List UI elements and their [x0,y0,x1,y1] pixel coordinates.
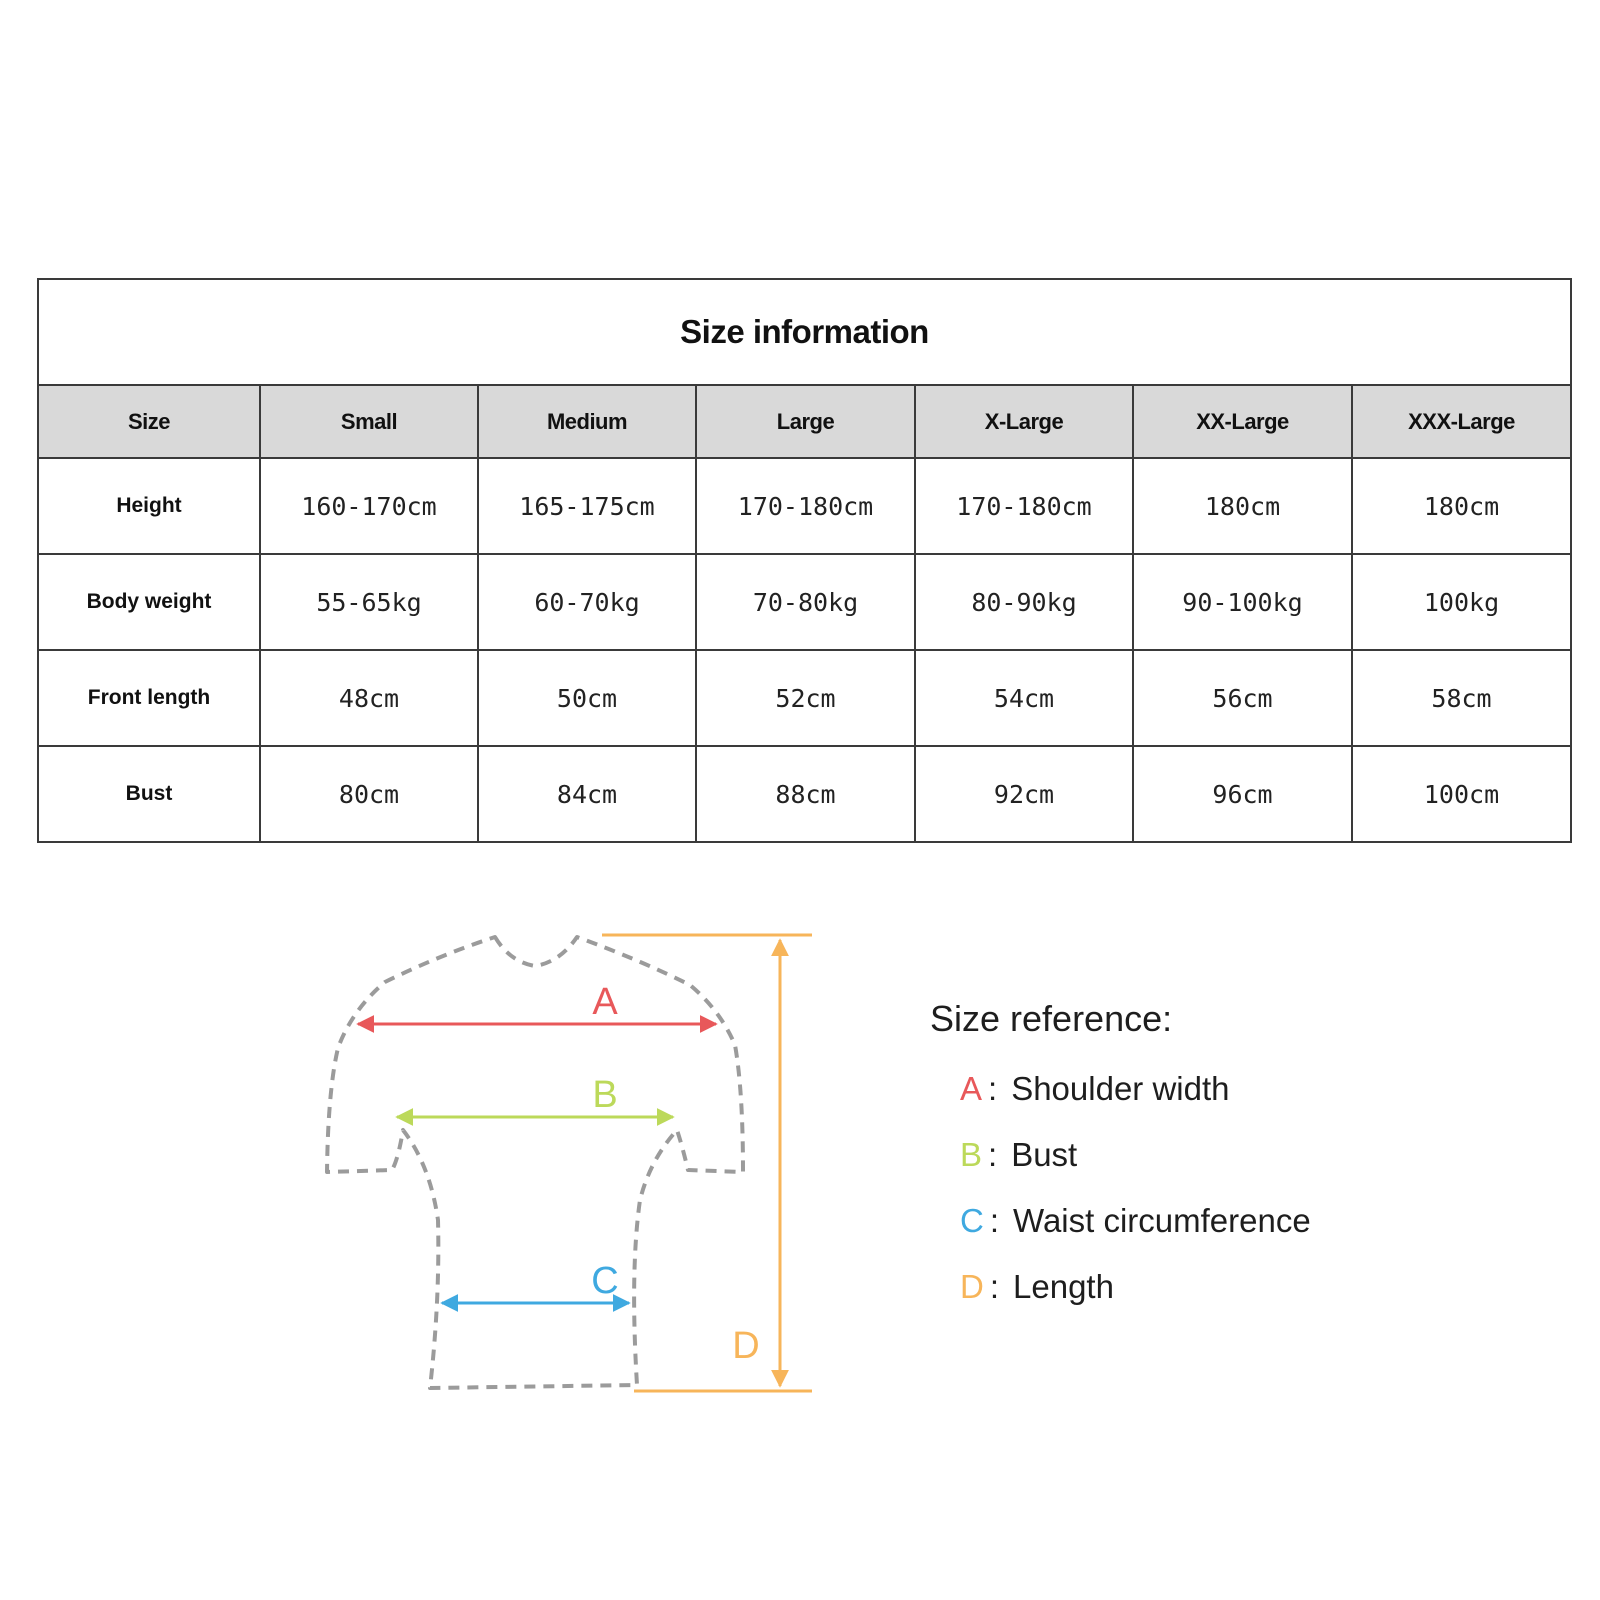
table-cell: 170-180cm [696,458,915,554]
label-b: B [592,1074,618,1116]
size-reference-title: Size reference: [930,998,1173,1039]
table-cell: 54cm [915,650,1133,746]
table-cell: 100cm [1352,746,1571,842]
reference-colon: : [989,1202,1000,1239]
table-cell: 88cm [696,746,915,842]
column-header: Large [696,385,915,458]
size-reference [930,998,1311,1334]
table-cell: 55-65kg [260,554,478,650]
table-cell: 70-80kg [696,554,915,650]
label-a: A [592,981,618,1023]
reference-letter: D [960,1268,984,1305]
reference-colon: : [988,1136,998,1173]
row-label: Height [38,458,260,554]
reference-text: Length [1013,1268,1114,1305]
table-cell: 60-70kg [478,554,696,650]
reference-colon: : [989,1268,1000,1305]
reference-item-b [960,1136,1311,1174]
reference-letter: B [960,1136,983,1173]
table-cell: 84cm [478,746,696,842]
column-header: X-Large [915,385,1133,458]
reference-item-a [960,1070,1311,1108]
table-cell: 180cm [1133,458,1352,554]
table-cell: 165-175cm [478,458,696,554]
table-cell: 92cm [915,746,1133,842]
reference-letter: C [960,1202,984,1239]
table-cell: 80-90kg [915,554,1133,650]
table-cell: 100kg [1352,554,1571,650]
table-cell: 58cm [1352,650,1571,746]
table-cell: 80cm [260,746,478,842]
reference-text: Bust [1011,1136,1078,1173]
table-cell: 90-100kg [1133,554,1352,650]
table-title: Size information [38,279,1571,385]
table-cell: 56cm [1133,650,1352,746]
row-label: Bust [38,746,260,842]
reference-text: Shoulder width [1011,1070,1230,1107]
reference-letter: A [960,1070,983,1107]
column-header: XXX-Large [1352,385,1571,458]
row-label: Front length [38,650,260,746]
table-cell: 50cm [478,650,696,746]
table-cell: 160-170cm [260,458,478,554]
row-label: Body weight [38,554,260,650]
reference-text: Waist circumference [1013,1202,1311,1239]
reference-colon: : [988,1070,998,1107]
column-header: Size [38,385,260,458]
table-cell: 170-180cm [915,458,1133,554]
table-cell: 52cm [696,650,915,746]
label-c: C [591,1260,619,1302]
table-cell: 180cm [1352,458,1571,554]
reference-item-d [960,1268,1311,1306]
column-header: Medium [478,385,696,458]
label-d: D [732,1325,760,1367]
shirt-outline [327,937,743,1388]
column-header: Small [260,385,478,458]
table-cell: 96cm [1133,746,1352,842]
reference-item-c [960,1202,1311,1240]
column-header: XX-Large [1133,385,1352,458]
table-cell: 48cm [260,650,478,746]
